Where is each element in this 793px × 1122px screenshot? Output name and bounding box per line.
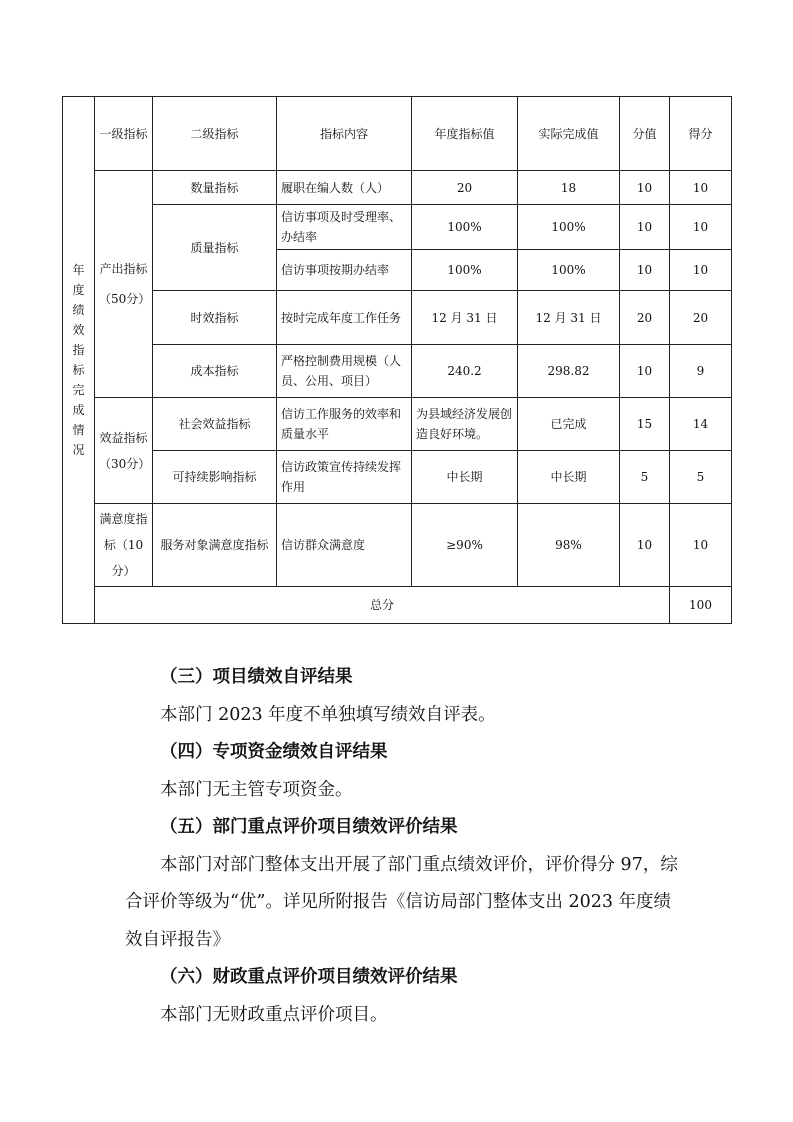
row-score: 10	[670, 171, 732, 205]
section-text: 本部门 2023 年度不单独填写绩效自评表。	[160, 704, 496, 725]
group-benefit: 效益指标（30分）	[95, 398, 153, 504]
row-value: 10	[620, 171, 670, 205]
section-heading: （六）财政重点评价项目绩效评价结果	[160, 967, 458, 987]
row-value: 10	[620, 250, 670, 291]
row-score: 9	[670, 345, 732, 398]
header-target: 年度指标值	[412, 97, 518, 171]
row-score: 5	[670, 451, 732, 504]
row-target: 为县域经济发展创造良好环境。	[412, 398, 518, 451]
row-actual: 已完成	[518, 398, 620, 451]
section-text: 本部门无财政重点评价项目。	[160, 1004, 388, 1025]
header-content: 指标内容	[277, 97, 412, 171]
performance-table	[62, 96, 732, 624]
header-level1: 一级指标	[95, 97, 153, 171]
row-target: 20	[412, 171, 518, 205]
row-target: 100%	[412, 250, 518, 291]
row-actual: 中长期	[518, 451, 620, 504]
row-score: 14	[670, 398, 732, 451]
row-target: 100%	[412, 205, 518, 250]
row-value: 5	[620, 451, 670, 504]
group-satisfaction: 满意度指标（10分）	[95, 504, 153, 587]
section-text: 本部门无主管专项资金。	[160, 779, 353, 800]
row-level2: 社会效益指标	[153, 398, 277, 451]
row-value: 10	[620, 345, 670, 398]
header-actual: 实际完成值	[518, 97, 620, 171]
row-level2: 服务对象满意度指标	[153, 504, 277, 587]
header-level2: 二级指标	[153, 97, 277, 171]
row-score: 10	[670, 250, 732, 291]
row-target: ≥90%	[412, 504, 518, 587]
section-heading: （五）部门重点评价项目绩效评价结果	[160, 817, 458, 837]
row-level2: 可持续影响指标	[153, 451, 277, 504]
row-content: 履职在编人数（人）	[277, 171, 412, 205]
row-actual: 100%	[518, 205, 620, 250]
row-value: 10	[620, 504, 670, 587]
row-actual: 18	[518, 171, 620, 205]
row-score: 20	[670, 291, 732, 345]
row-actual: 298.82	[518, 345, 620, 398]
section-heading: （三）项目绩效自评结果	[160, 667, 353, 687]
header-score-value: 分值	[620, 97, 670, 171]
results-sections	[125, 659, 685, 1034]
row-value: 20	[620, 291, 670, 345]
row-level2: 时效指标	[153, 291, 277, 345]
row-score: 10	[670, 504, 732, 587]
row-content: 信访群众满意度	[277, 504, 412, 587]
section-text: 本部门对部门整体支出开展了部门重点绩效评价，评价得分 97，综合评价等级为“优”。详见所附报告《信访局部门整体支出 2023 年度绩效自评报告》	[125, 854, 678, 950]
header-score: 得分	[670, 97, 732, 171]
row-score: 10	[670, 205, 732, 250]
row-level2: 数量指标	[153, 171, 277, 205]
row-level2: 成本指标	[153, 345, 277, 398]
group-output: 产出指标（50分）	[95, 171, 153, 398]
row-actual: 12 月 31 日	[518, 291, 620, 345]
row-actual: 100%	[518, 250, 620, 291]
row-content: 按时完成年度工作任务	[277, 291, 412, 345]
row-content: 信访事项按期办结率	[277, 250, 412, 291]
row-actual: 98%	[518, 504, 620, 587]
section-heading: （四）专项资金绩效自评结果	[160, 742, 388, 762]
total-value: 100	[670, 587, 732, 624]
row-level2: 质量指标	[153, 205, 277, 291]
row-target: 12 月 31 日	[412, 291, 518, 345]
row-target: 240.2	[412, 345, 518, 398]
row-content: 严格控制费用规模（人员、公用、项目）	[277, 345, 412, 398]
table-side-title: 年度绩效指标完成情况	[63, 97, 95, 624]
row-target: 中长期	[412, 451, 518, 504]
row-value: 15	[620, 398, 670, 451]
row-content: 信访事项及时受理率、办结率	[277, 205, 412, 250]
row-value: 10	[620, 205, 670, 250]
row-content: 信访工作服务的效率和质量水平	[277, 398, 412, 451]
row-content: 信访政策宣传持续发挥作用	[277, 451, 412, 504]
total-label: 总分	[95, 587, 670, 624]
